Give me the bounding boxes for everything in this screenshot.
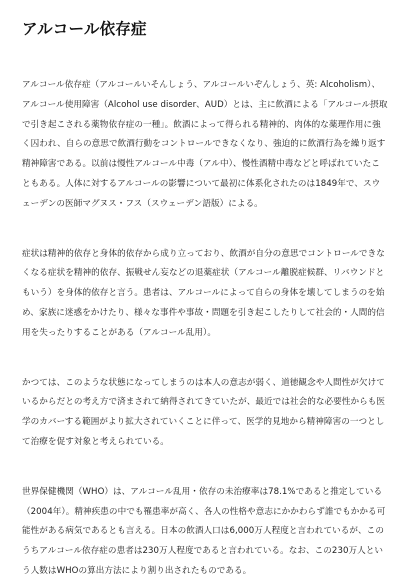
paragraph-statistics: 世界保健機関（WHO）は、アルコール乱用・依存の未治療率は78.1%であると推定している（2004年）。精神疾患の中でも罹患率が高く、各人の性格や意志にかかわらず誰でもかかる可能性がある病気であるとも言える。日本の飲酒人口は6,000万人程度と言われているが、このうちアルコール依存症の患者は230万人程度であると言われている。なお、この230万人という人数はWHOの算出方法により割り出されたものである。: [22, 486, 386, 576]
article-title: アルコール依存症: [22, 20, 147, 38]
paragraph-definition: アルコール依存症（アルコールいそんしょう、アルコールいぞんしょう、英: Alcoholism）、アルコール使用障害（Alcohol use disorder、AUD）とは、主に飲酒による「アルコール摂取で引き起こされる薬物依存症の一種」。飲酒によって得られる精神的、肉体的な薬理作用に強く囚われ、自らの意思で飲酒行動をコントロールできなくなり、強迫的に飲酒行為を繰り返す精神障害である。以前は慢性アルコール中毒（アル中）、慢性酒精中毒などと呼ばれていたこともある。人体に対するアルコールの影響について最初に体系化されたのは1849年で、スウェーデンの医師マグヌス・フス（スウェーデン語版）による。: [22, 80, 388, 209]
paragraph-history: かつては、このような状態になってしまうのは本人の意志が弱く、道徳観念や人間性が欠けているからだとの考え方で済まされて納得されてきていたが、最近では社会的な必要性からも医学のカバーする範囲がより拡大されていくことに伴って、医学的見地から精神障害の一つとして治療を促す対象と考えられている。: [22, 377, 386, 447]
paragraph-symptoms: 症状は精神的依存と身体的依存から成り立っており、飲酒が自分の意思でコントロールできなくなる症状を精神的依存、振戦せん妄などの退薬症状（アルコール離脱症候群、リバウンドともいう）を身体的依存と言う。患者は、アルコールによって自らの身体を壊してしまうのを始め、家族に迷惑をかけたり、様々な事件や事故・問題を引き起こしたりして社会的・人間的信用を失ったりすることがある（アルコール乱用）。: [22, 248, 385, 338]
article-body: [22, 76, 388, 582]
